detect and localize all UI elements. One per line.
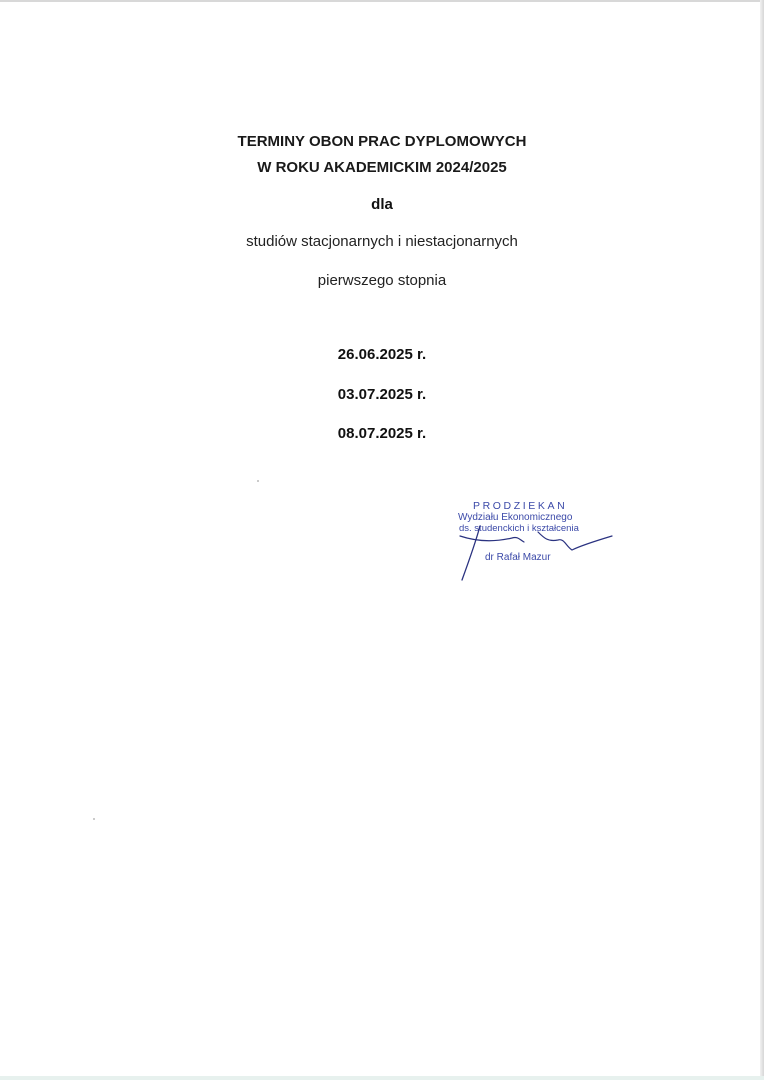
page-edge-top <box>0 0 764 2</box>
for-label: dla <box>371 196 393 213</box>
stamp-department: ds. studenckich i kształcenia <box>459 523 579 534</box>
title-line-2: W ROKU AKADEMICKIM 2024/2025 <box>257 159 507 176</box>
scan-speck <box>93 818 95 820</box>
study-mode: studiów stacjonarnych i niestacjonarnych <box>246 233 518 250</box>
date-1: 26.06.2025 r. <box>337 346 427 363</box>
date-3: 08.07.2025 r. <box>337 425 427 442</box>
study-level: pierwszego stopnia <box>317 272 447 289</box>
official-stamp <box>440 496 630 596</box>
stamp-name: dr Rafał Mazur <box>485 552 551 563</box>
scan-speck <box>257 480 259 482</box>
date-2: 03.07.2025 r. <box>337 386 427 403</box>
stamp-faculty: Wydziału Ekonomicznego <box>458 512 573 523</box>
page-edge-bottom <box>0 1076 764 1080</box>
title-line-1: TERMINY OBON PRAC DYPLOMOWYCH <box>237 133 527 150</box>
stamp-title: PRODZIEKAN <box>473 500 568 512</box>
handwritten-signature <box>440 496 630 596</box>
